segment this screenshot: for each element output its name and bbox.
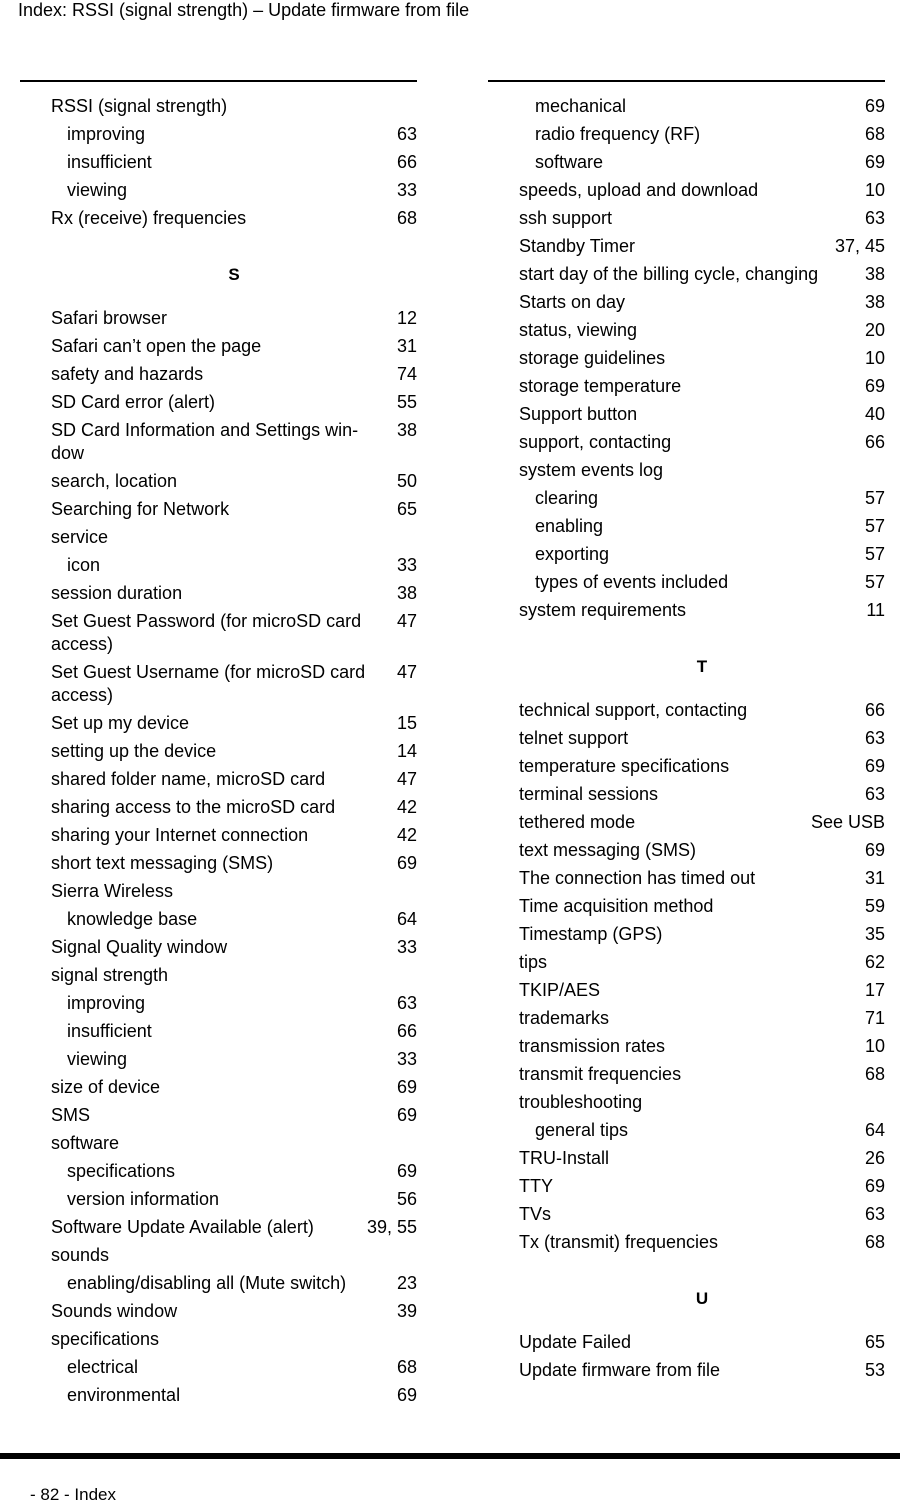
index-page-ref[interactable]: 33 — [396, 1049, 417, 1069]
index-page-ref[interactable]: 31 — [396, 336, 417, 356]
index-entry — [51, 1216, 417, 1239]
page-footer: - 82 - Index — [30, 1485, 116, 1504]
index-page-ref[interactable]: 63 — [864, 784, 885, 804]
index-term: electrical — [67, 1357, 139, 1377]
index-page-ref[interactable]: 68 — [864, 124, 885, 144]
index-page-ref[interactable]: 65 — [396, 499, 417, 519]
index-entry — [51, 391, 417, 414]
index-entry — [519, 811, 885, 834]
index-page-ref[interactable]: 14 — [396, 741, 417, 761]
page-header-title: Index: RSSI (signal strength) – Update firmware from file — [18, 0, 470, 20]
index-entry — [519, 699, 885, 722]
index-page-ref[interactable]: 40 — [864, 404, 885, 424]
index-page-ref[interactable]: 66 — [864, 432, 885, 452]
index-subentry — [51, 1188, 417, 1211]
index-letter-heading: S — [228, 265, 240, 284]
index-term: TTY — [519, 1176, 553, 1196]
index-term: transmission rates — [519, 1036, 666, 1056]
index-entry — [519, 1035, 885, 1058]
index-term: RSSI (signal strength) — [51, 96, 228, 116]
index-entry — [51, 936, 417, 959]
index-entry — [51, 1244, 417, 1267]
index-term: Software Update Available (alert) — [51, 1217, 314, 1237]
left-column-rule — [20, 80, 417, 82]
index-term: insufficient — [67, 1021, 152, 1041]
index-page-ref[interactable]: 10 — [864, 180, 885, 200]
index-term: system requirements — [519, 600, 687, 620]
index-entry — [519, 1147, 885, 1170]
index-column-left — [51, 95, 417, 1412]
index-entry — [519, 291, 885, 314]
index-page-ref[interactable]: 64 — [396, 909, 417, 929]
index-page-ref[interactable]: 69 — [396, 1105, 417, 1125]
index-entry — [519, 1091, 885, 1114]
index-page-ref[interactable]: 57 — [864, 516, 885, 536]
index-term: insufficient — [67, 152, 152, 172]
index-entry — [519, 1007, 885, 1030]
index-page-ref[interactable]: 33 — [396, 555, 417, 575]
index-entry — [51, 1300, 417, 1323]
index-page-ref[interactable]: 47 — [396, 611, 417, 631]
index-term: short text messaging (SMS) — [51, 853, 274, 873]
index-term: environmental — [67, 1385, 181, 1405]
index-term: storage guidelines — [519, 348, 666, 368]
index-term: text messaging (SMS) — [519, 840, 697, 860]
index-term: Time acquisition method — [519, 896, 714, 916]
index-page-ref[interactable]: 63 — [864, 208, 885, 228]
index-term: The connection has timed out — [519, 868, 756, 888]
index-term: TVs — [519, 1204, 552, 1224]
index-term: improving — [67, 124, 146, 144]
index-term: Update firmware from file — [519, 1360, 721, 1380]
index-entry — [51, 582, 417, 605]
index-term: Rx (receive) frequencies — [51, 208, 247, 228]
index-entry — [519, 867, 885, 890]
index-page-ref[interactable]: 69 — [396, 853, 417, 873]
index-page-ref[interactable]: 63 — [396, 124, 417, 144]
index-entry — [51, 1132, 417, 1155]
index-term: TRU-Install — [519, 1148, 610, 1168]
index-term: temperature specifications — [519, 756, 730, 776]
index-page-ref[interactable]: 53 — [864, 1360, 885, 1380]
index-page-ref[interactable]: 63 — [864, 728, 885, 748]
index-column-right — [519, 95, 885, 1387]
index-page-ref[interactable]: 69 — [864, 1176, 885, 1196]
footer-rule — [0, 1453, 900, 1459]
index-term: Set Guest Username (for microSD card access) — [51, 662, 366, 705]
index-entry — [519, 599, 885, 622]
index-term: transmit frequencies — [519, 1064, 682, 1084]
index-page-ref[interactable]: 69 — [396, 1385, 417, 1405]
index-term: size of device — [51, 1077, 161, 1097]
index-subentry — [51, 908, 417, 931]
index-term: safety and hazards — [51, 364, 204, 384]
index-subentry — [51, 179, 417, 202]
index-term: Standby Timer — [519, 236, 636, 256]
index-entry — [519, 1331, 885, 1354]
index-page-ref[interactable]: 69 — [864, 96, 885, 116]
index-entry — [519, 347, 885, 370]
index-entry — [51, 363, 417, 386]
index-entry — [51, 307, 417, 330]
index-term: Safari browser — [51, 308, 168, 328]
index-page-ref[interactable]: 35 — [864, 924, 885, 944]
index-entry — [51, 498, 417, 521]
index-term: Set up my device — [51, 713, 190, 733]
index-term: viewing — [67, 1049, 128, 1069]
index-subentry — [519, 543, 885, 566]
index-page-ref[interactable]: 42 — [396, 797, 417, 817]
index-term: icon — [67, 555, 101, 575]
index-subentry — [51, 1160, 417, 1183]
index-entry — [519, 207, 885, 230]
index-subentry — [51, 1356, 417, 1379]
index-page-ref[interactable]: 12 — [396, 308, 417, 328]
index-subentry — [51, 992, 417, 1015]
index-subentry — [51, 554, 417, 577]
index-page-ref[interactable]: 47 — [396, 769, 417, 789]
index-entry — [51, 712, 417, 735]
index-page-ref[interactable]: 20 — [864, 320, 885, 340]
index-letter-heading: U — [695, 1289, 709, 1308]
index-term: software — [535, 152, 604, 172]
index-term: start day of the billing cycle, changing — [519, 264, 819, 284]
index-term: TKIP/AES — [519, 980, 601, 1000]
index-entry — [51, 1328, 417, 1351]
index-entry — [519, 459, 885, 482]
index-term: support, contacting — [519, 432, 672, 452]
index-page-ref[interactable]: 63 — [864, 1204, 885, 1224]
index-term: storage temperature — [519, 376, 682, 396]
index-page-ref[interactable]: 66 — [864, 700, 885, 720]
index-term: status, viewing — [519, 320, 638, 340]
index-page-ref[interactable]: 23 — [396, 1273, 417, 1293]
index-entry — [51, 852, 417, 875]
index-page-ref[interactable]: 10 — [864, 1036, 885, 1056]
index-entry — [519, 979, 885, 1002]
index-term: telnet support — [519, 728, 629, 748]
index-entry — [51, 1076, 417, 1099]
index-entry — [519, 1359, 885, 1382]
index-subentry — [51, 1272, 417, 1295]
index-term: Starts on day — [519, 292, 626, 312]
index-term: setting up the device — [51, 741, 217, 761]
index-page-ref[interactable]: 62 — [864, 952, 885, 972]
index-page-ref[interactable]: 33 — [396, 937, 417, 957]
index-entry — [519, 727, 885, 750]
index-page-ref[interactable]: 63 — [396, 993, 417, 1013]
index-page-ref[interactable]: See USB — [810, 812, 885, 832]
index-page-ref[interactable]: 74 — [396, 364, 417, 384]
index-entry — [51, 824, 417, 847]
index-page-ref[interactable]: 66 — [396, 1021, 417, 1041]
index-page-ref[interactable]: 55 — [396, 392, 417, 412]
index-entry — [519, 1063, 885, 1086]
index-term: Set Guest Password (for microSD card access) — [51, 611, 362, 654]
index-page-ref[interactable]: 11 — [866, 600, 885, 620]
index-term: enabling/disabling all (Mute switch) — [67, 1273, 347, 1293]
index-term: Sounds window — [51, 1301, 178, 1321]
index-entry — [51, 95, 417, 118]
index-term: trademarks — [519, 1008, 610, 1028]
index-term: clearing — [535, 488, 599, 508]
index-entry — [519, 895, 885, 918]
index-subentry — [519, 571, 885, 594]
index-entry — [51, 1104, 417, 1127]
index-entry — [519, 403, 885, 426]
index-page-ref[interactable]: 59 — [864, 896, 885, 916]
index-term: enabling — [535, 516, 604, 536]
index-entry — [51, 740, 417, 763]
index-subentry — [519, 123, 885, 146]
index-term: sharing access to the microSD card — [51, 797, 336, 817]
index-page-ref[interactable]: 68 — [864, 1064, 885, 1084]
index-subentry — [519, 515, 885, 538]
index-entry — [519, 923, 885, 946]
index-term: knowledge base — [67, 909, 198, 929]
index-entry — [51, 419, 417, 465]
index-entry — [519, 839, 885, 862]
index-page-ref[interactable]: 47 — [396, 662, 417, 682]
index-page-ref[interactable]: 69 — [864, 152, 885, 172]
index-term: improving — [67, 993, 146, 1013]
index-entry — [519, 1203, 885, 1226]
index-subentry — [519, 95, 885, 118]
index-entry — [519, 179, 885, 202]
index-term: Tx (transmit) frequencies — [519, 1232, 719, 1252]
index-subentry — [51, 1048, 417, 1071]
index-page-ref[interactable]: 17 — [864, 980, 885, 1000]
index-letter-heading: T — [696, 657, 708, 676]
index-page-ref[interactable]: 38 — [396, 420, 417, 440]
index-page-ref[interactable]: 50 — [396, 471, 417, 491]
index-term: sharing your Internet connection — [51, 825, 309, 845]
index-term: specifications — [51, 1329, 160, 1349]
index-entry — [51, 768, 417, 791]
index-term: sounds — [51, 1245, 110, 1265]
index-term: search, location — [51, 471, 178, 491]
index-page-ref[interactable]: 39 — [396, 1301, 417, 1321]
index-subentry — [519, 487, 885, 510]
index-entry — [51, 335, 417, 358]
right-column-rule — [488, 80, 885, 82]
index-entry — [519, 951, 885, 974]
index-term: Timestamp (GPS) — [519, 924, 663, 944]
index-subentry — [519, 151, 885, 174]
index-term: tips — [519, 952, 548, 972]
index-term: Safari can’t open the page — [51, 336, 262, 356]
index-term: SD Card error (alert) — [51, 392, 216, 412]
index-page-ref[interactable]: 69 — [396, 1077, 417, 1097]
index-page-ref[interactable]: 68 — [396, 1357, 417, 1377]
index-term: Sierra Wireless — [51, 881, 174, 901]
index-page-ref[interactable]: 38 — [864, 264, 885, 284]
index-term: Update Failed — [519, 1332, 632, 1352]
index-term: viewing — [67, 180, 128, 200]
index-entry — [51, 526, 417, 549]
index-entry — [51, 470, 417, 493]
index-term: ssh support — [519, 208, 613, 228]
index-term: Signal Quality window — [51, 937, 228, 957]
index-subentry — [51, 1020, 417, 1043]
index-term: software — [51, 1133, 120, 1153]
index-entry — [519, 783, 885, 806]
index-term: terminal sessions — [519, 784, 659, 804]
index-page-ref[interactable]: 10 — [864, 348, 885, 368]
index-page-ref[interactable]: 68 — [864, 1232, 885, 1252]
index-term: speeds, upload and download — [519, 180, 759, 200]
index-entry — [51, 610, 417, 656]
index-page-ref[interactable]: 38 — [864, 292, 885, 312]
index-page-ref[interactable]: 26 — [864, 1148, 885, 1168]
index-page-ref[interactable]: 71 — [864, 1008, 885, 1028]
index-term: shared folder name, microSD card — [51, 769, 326, 789]
index-page-ref[interactable]: 57 — [864, 488, 885, 508]
index-page-ref[interactable]: 69 — [864, 756, 885, 776]
index-term: types of events included — [535, 572, 729, 592]
index-entry — [519, 319, 885, 342]
index-entry — [51, 207, 417, 230]
index-term: service — [51, 527, 109, 547]
index-term: session duration — [51, 583, 183, 603]
index-term: tethered mode — [519, 812, 636, 832]
index-subentry — [51, 1384, 417, 1407]
index-subentry — [519, 1119, 885, 1142]
index-term: SMS — [51, 1105, 91, 1125]
index-entry — [519, 263, 885, 286]
index-term: specifications — [67, 1161, 176, 1181]
index-page-ref[interactable]: 33 — [396, 180, 417, 200]
index-term: Searching for Network — [51, 499, 230, 519]
index-entry — [519, 431, 885, 454]
index-page-ref[interactable]: 64 — [864, 1120, 885, 1140]
index-subentry — [51, 151, 417, 174]
index-entry — [519, 1175, 885, 1198]
index-entry — [51, 796, 417, 819]
index-page-ref[interactable]: 37, 45 — [834, 236, 885, 256]
index-page-ref[interactable]: 66 — [396, 152, 417, 172]
index-entry — [519, 755, 885, 778]
index-page-ref[interactable]: 57 — [864, 572, 885, 592]
index-subentry — [51, 123, 417, 146]
index-term: Support button — [519, 404, 638, 424]
index-page-ref[interactable]: 57 — [864, 544, 885, 564]
index-term: signal strength — [51, 965, 169, 985]
index-entry — [51, 661, 417, 707]
index-page-ref[interactable]: 65 — [864, 1332, 885, 1352]
index-page-ref[interactable]: 69 — [864, 376, 885, 396]
index-entry — [519, 235, 885, 258]
index-entry — [519, 1231, 885, 1254]
index-page-ref[interactable]: 68 — [396, 208, 417, 228]
index-entry — [519, 375, 885, 398]
index-page-ref[interactable]: 38 — [396, 583, 417, 603]
index-term: technical support, contacting — [519, 700, 748, 720]
index-term: mechanical — [535, 96, 627, 116]
index-term: exporting — [535, 544, 610, 564]
index-page-ref[interactable]: 31 — [864, 868, 885, 888]
index-entry — [51, 964, 417, 987]
index-page-ref[interactable]: 69 — [396, 1161, 417, 1181]
index-term: radio frequency (RF) — [535, 124, 701, 144]
index-page-ref[interactable]: 42 — [396, 825, 417, 845]
index-page-ref[interactable]: 56 — [396, 1189, 417, 1209]
index-page-ref[interactable]: 15 — [396, 713, 417, 733]
index-entry — [51, 880, 417, 903]
index-term: general tips — [535, 1120, 629, 1140]
index-term: system events log — [519, 460, 664, 480]
index-page-ref[interactable]: 69 — [864, 840, 885, 860]
index-term: SD Card Information and Settings win-dow — [51, 420, 359, 463]
index-term: version information — [67, 1189, 220, 1209]
index-term: troubleshooting — [519, 1092, 643, 1112]
index-page-ref[interactable]: 39, 55 — [366, 1217, 417, 1237]
